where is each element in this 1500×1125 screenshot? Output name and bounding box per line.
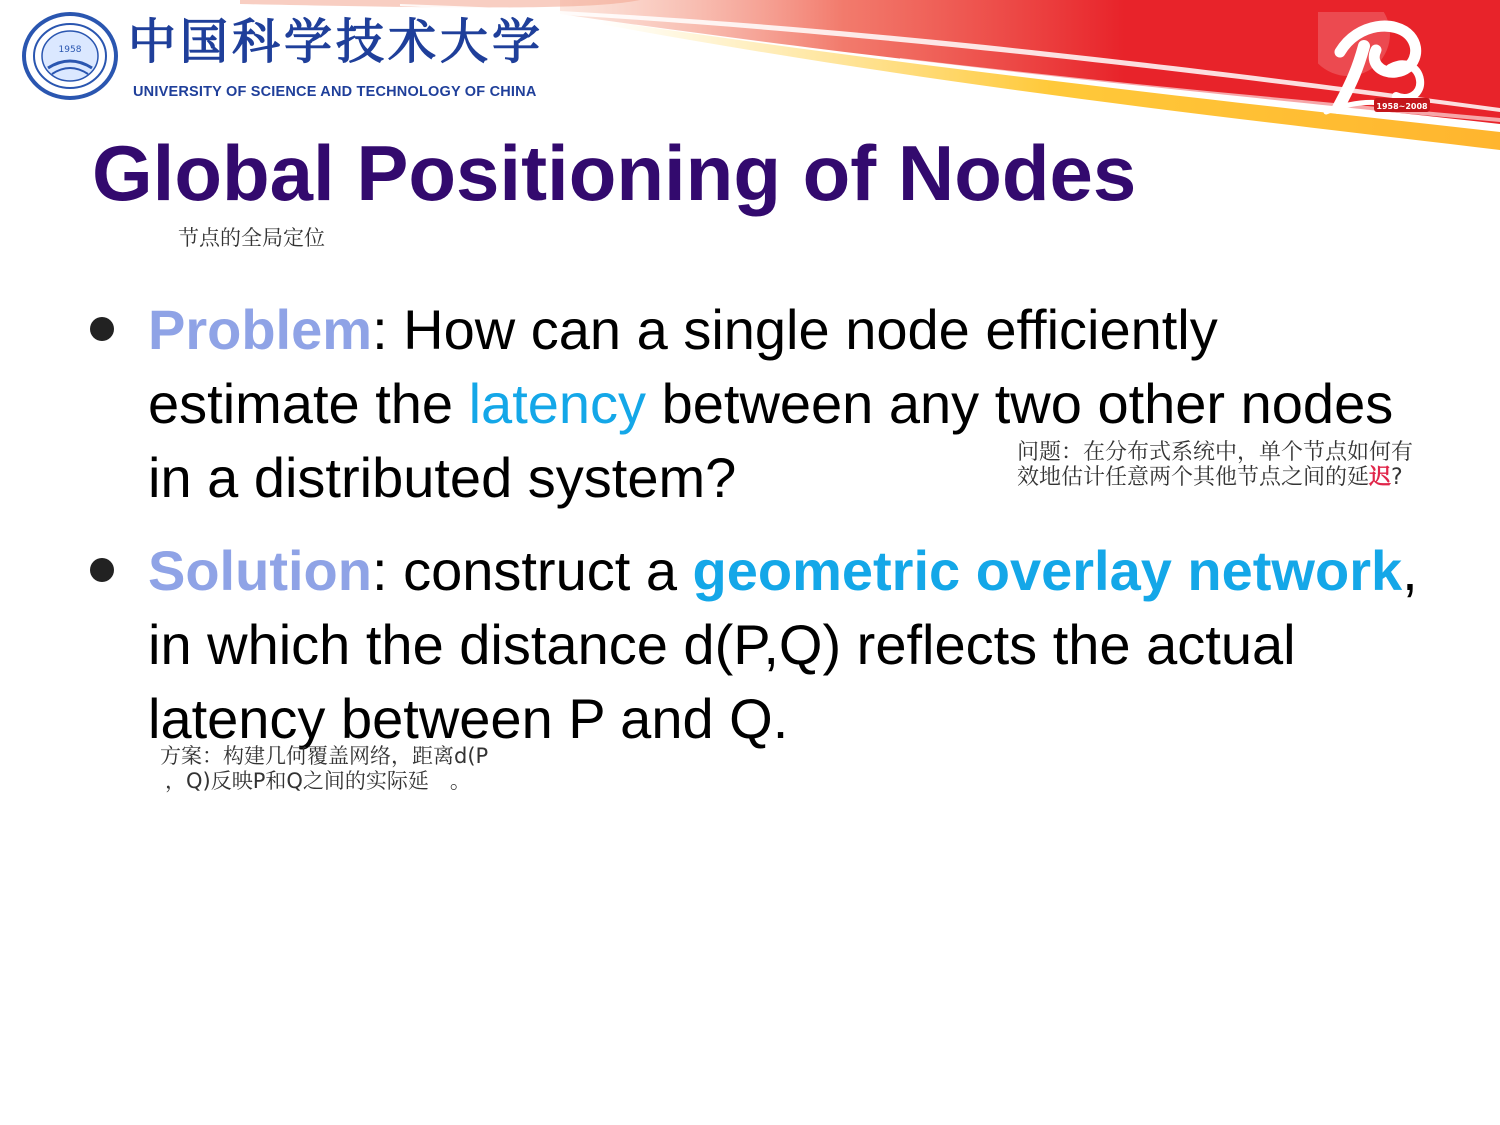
bullet-dot-icon bbox=[90, 558, 114, 582]
seal-year: 1958 bbox=[58, 45, 82, 55]
problem-translation-note bbox=[1017, 441, 1427, 490]
problem-text-end: between any two other nodes in a distributed system? bbox=[148, 372, 1394, 509]
university-seal-logo bbox=[20, 10, 120, 102]
anniversary-logo bbox=[1318, 12, 1436, 116]
title-translation-note: 节点的全局定位 bbox=[178, 226, 325, 250]
problem-note-end: ? bbox=[1391, 464, 1403, 490]
bullet-solution bbox=[148, 534, 1428, 756]
solution-text-start: : construct a bbox=[371, 539, 693, 602]
slide-title: Global Positioning of Nodes bbox=[92, 129, 1137, 217]
anniversary-years: 1958~2008 bbox=[1376, 102, 1428, 111]
solution-translation-note bbox=[160, 744, 570, 794]
solution-label: Solution bbox=[148, 539, 372, 602]
problem-note-text: 问题：在分布式系统中，单个节点如何有效地估计任意两个其他节点之间的延 bbox=[1017, 440, 1414, 490]
problem-note-ink-mark: 迟 bbox=[1369, 464, 1392, 490]
solution-note-line1: 方案：构建几何覆盖网络，距离d(P bbox=[160, 744, 489, 768]
university-name-chinese: 中国科学技术大学 bbox=[128, 14, 545, 70]
solution-note-line2: ，Q)反映P和Q之间的实际延 。 bbox=[165, 769, 471, 793]
solution-text-end: , in which the distance d(P,Q) reflects the actual latency between P and Q. bbox=[148, 539, 1418, 750]
problem-label: Problem bbox=[148, 298, 373, 361]
bullet-dot-icon bbox=[90, 317, 114, 341]
university-name-english: UNIVERSITY OF SCIENCE AND TECHNOLOGY OF CHINA bbox=[133, 84, 537, 100]
problem-text-start: : How can a single node efficiently estimate the bbox=[148, 298, 1218, 435]
latency-keyword: latency bbox=[468, 372, 647, 435]
overlay-network-keyword: geometric overlay network bbox=[692, 539, 1403, 602]
